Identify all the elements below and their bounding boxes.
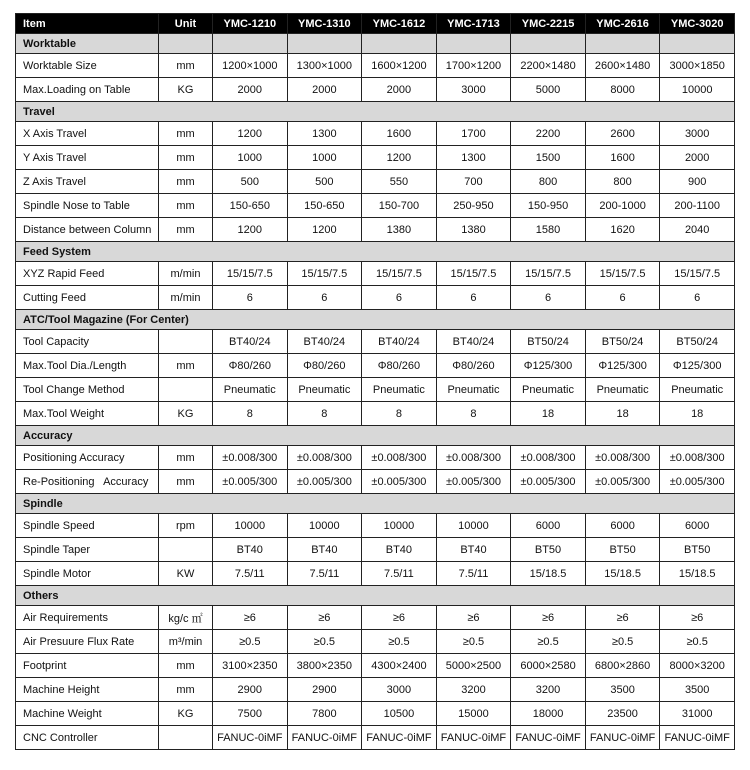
unit-cell: kg/c ㎡ bbox=[159, 606, 213, 630]
value-cell: 18 bbox=[585, 402, 660, 426]
section-row bbox=[16, 586, 735, 606]
value-cell: 15/15/7.5 bbox=[660, 262, 735, 286]
value-cell: ≥6 bbox=[511, 606, 586, 630]
value-cell: 23500 bbox=[585, 702, 660, 726]
item-cell: Max.Tool Weight bbox=[16, 402, 159, 426]
item-cell: Spindle Speed bbox=[16, 514, 159, 538]
value-cell: BT40/24 bbox=[362, 330, 437, 354]
value-cell: 2600×1480 bbox=[585, 54, 660, 78]
value-cell: 8000 bbox=[585, 78, 660, 102]
value-cell: 6 bbox=[213, 286, 288, 310]
value-cell: 15000 bbox=[436, 702, 511, 726]
value-cell: 2900 bbox=[213, 678, 288, 702]
value-cell: 200-1000 bbox=[585, 194, 660, 218]
value-cell: 2000 bbox=[362, 78, 437, 102]
value-cell: FANUC-0iMF bbox=[511, 726, 586, 750]
value-cell: 15/15/7.5 bbox=[362, 262, 437, 286]
spec-row bbox=[16, 218, 735, 242]
section-row bbox=[16, 34, 735, 54]
value-cell: 7.5/11 bbox=[362, 562, 437, 586]
value-cell: ≥6 bbox=[436, 606, 511, 630]
unit-cell: KG bbox=[159, 402, 213, 426]
item-cell: Machine Weight bbox=[16, 702, 159, 726]
spec-row bbox=[16, 122, 735, 146]
value-cell: 3000 bbox=[362, 678, 437, 702]
spec-row bbox=[16, 146, 735, 170]
value-cell: 18 bbox=[511, 402, 586, 426]
value-cell: ≥6 bbox=[287, 606, 362, 630]
value-cell: 7800 bbox=[287, 702, 362, 726]
value-cell: 15/15/7.5 bbox=[287, 262, 362, 286]
value-cell: Φ125/300 bbox=[585, 354, 660, 378]
value-cell: 6000×2580 bbox=[511, 654, 586, 678]
value-cell: 1000 bbox=[287, 146, 362, 170]
unit-cell: mm bbox=[159, 654, 213, 678]
unit-cell bbox=[159, 378, 213, 402]
value-cell: ≥0.5 bbox=[436, 630, 511, 654]
value-cell: 8000×3200 bbox=[660, 654, 735, 678]
value-cell: ±0.005/300 bbox=[287, 470, 362, 494]
column-header-model-2: YMC-1310 bbox=[287, 14, 362, 34]
value-cell: 800 bbox=[511, 170, 586, 194]
unit-cell: mm bbox=[159, 194, 213, 218]
value-cell: 7.5/11 bbox=[287, 562, 362, 586]
unit-cell: mm bbox=[159, 218, 213, 242]
unit-cell: mm bbox=[159, 678, 213, 702]
value-cell: Pneumatic bbox=[511, 378, 586, 402]
value-cell: 550 bbox=[362, 170, 437, 194]
value-cell: 150-650 bbox=[287, 194, 362, 218]
value-cell: 6000 bbox=[511, 514, 586, 538]
value-cell: BT40/24 bbox=[287, 330, 362, 354]
value-cell: ±0.008/300 bbox=[287, 446, 362, 470]
section-empty-cell bbox=[436, 34, 511, 54]
value-cell: 1300 bbox=[287, 122, 362, 146]
unit-cell: mm bbox=[159, 146, 213, 170]
column-header-model-1: YMC-1210 bbox=[213, 14, 288, 34]
section-label: Others bbox=[16, 586, 735, 606]
unit-cell bbox=[159, 330, 213, 354]
spec-row bbox=[16, 726, 735, 750]
unit-cell: m/min bbox=[159, 262, 213, 286]
section-empty-cell bbox=[159, 34, 213, 54]
value-cell: 6000 bbox=[660, 514, 735, 538]
value-cell: FANUC-0iMF bbox=[362, 726, 437, 750]
spec-table-body bbox=[16, 34, 735, 750]
value-cell: 1600 bbox=[362, 122, 437, 146]
spec-row bbox=[16, 446, 735, 470]
value-cell: 2000 bbox=[660, 146, 735, 170]
value-cell: 1700 bbox=[436, 122, 511, 146]
value-cell: Φ80/260 bbox=[362, 354, 437, 378]
value-cell: Φ80/260 bbox=[213, 354, 288, 378]
item-cell: X Axis Travel bbox=[16, 122, 159, 146]
value-cell: 18 bbox=[660, 402, 735, 426]
value-cell: 150-700 bbox=[362, 194, 437, 218]
value-cell: ±0.005/300 bbox=[436, 470, 511, 494]
value-cell: 18000 bbox=[511, 702, 586, 726]
value-cell: 8 bbox=[362, 402, 437, 426]
value-cell: 1200 bbox=[213, 218, 288, 242]
value-cell: ±0.005/300 bbox=[213, 470, 288, 494]
value-cell: BT50/24 bbox=[585, 330, 660, 354]
value-cell: Φ125/300 bbox=[511, 354, 586, 378]
section-label: Accuracy bbox=[16, 426, 735, 446]
section-empty-cell bbox=[585, 34, 660, 54]
column-header-model-7: YMC-3020 bbox=[660, 14, 735, 34]
value-cell: Pneumatic bbox=[213, 378, 288, 402]
value-cell: 6 bbox=[287, 286, 362, 310]
spec-row bbox=[16, 470, 735, 494]
section-label: Spindle bbox=[16, 494, 735, 514]
value-cell: 10000 bbox=[660, 78, 735, 102]
value-cell: FANUC-0iMF bbox=[213, 726, 288, 750]
unit-cell: rpm bbox=[159, 514, 213, 538]
value-cell: ≥6 bbox=[585, 606, 660, 630]
value-cell: 4300×2400 bbox=[362, 654, 437, 678]
value-cell: ≥0.5 bbox=[511, 630, 586, 654]
value-cell: ≥0.5 bbox=[213, 630, 288, 654]
value-cell: 31000 bbox=[660, 702, 735, 726]
value-cell: 1200×1000 bbox=[213, 54, 288, 78]
section-empty-cell bbox=[213, 34, 288, 54]
value-cell: BT40 bbox=[287, 538, 362, 562]
value-cell: 2200 bbox=[511, 122, 586, 146]
value-cell: ±0.008/300 bbox=[585, 446, 660, 470]
value-cell: 8 bbox=[213, 402, 288, 426]
machine-spec-table bbox=[15, 13, 735, 750]
spec-row bbox=[16, 606, 735, 630]
value-cell: ±0.005/300 bbox=[660, 470, 735, 494]
item-cell: Positioning Accuracy bbox=[16, 446, 159, 470]
section-empty-cell bbox=[660, 34, 735, 54]
value-cell: 6800×2860 bbox=[585, 654, 660, 678]
unit-cell: mm bbox=[159, 446, 213, 470]
column-header-model-3: YMC-1612 bbox=[362, 14, 437, 34]
value-cell: ≥6 bbox=[660, 606, 735, 630]
item-cell: Spindle Motor bbox=[16, 562, 159, 586]
value-cell: 6 bbox=[436, 286, 511, 310]
section-row bbox=[16, 242, 735, 262]
header-row bbox=[16, 14, 735, 34]
value-cell: 5000 bbox=[511, 78, 586, 102]
value-cell: 1620 bbox=[585, 218, 660, 242]
item-cell: Footprint bbox=[16, 654, 159, 678]
value-cell: 1200 bbox=[362, 146, 437, 170]
item-cell: Spindle Nose to Table bbox=[16, 194, 159, 218]
unit-cell: m/min bbox=[159, 286, 213, 310]
value-cell: Pneumatic bbox=[287, 378, 362, 402]
value-cell: 2900 bbox=[287, 678, 362, 702]
value-cell: Φ125/300 bbox=[660, 354, 735, 378]
value-cell: Pneumatic bbox=[660, 378, 735, 402]
value-cell: 1380 bbox=[436, 218, 511, 242]
value-cell: ±0.005/300 bbox=[585, 470, 660, 494]
value-cell: Φ80/260 bbox=[287, 354, 362, 378]
value-cell: 2000 bbox=[287, 78, 362, 102]
spec-row bbox=[16, 262, 735, 286]
value-cell: 3000 bbox=[436, 78, 511, 102]
item-cell: Distance between Column bbox=[16, 218, 159, 242]
value-cell: 15/15/7.5 bbox=[436, 262, 511, 286]
unit-cell bbox=[159, 538, 213, 562]
value-cell: 250-950 bbox=[436, 194, 511, 218]
value-cell: 15/15/7.5 bbox=[213, 262, 288, 286]
value-cell: 6 bbox=[660, 286, 735, 310]
spec-row bbox=[16, 170, 735, 194]
value-cell: BT50/24 bbox=[660, 330, 735, 354]
item-cell: Y Axis Travel bbox=[16, 146, 159, 170]
unit-cell: mm bbox=[159, 122, 213, 146]
value-cell: 6 bbox=[585, 286, 660, 310]
value-cell: ≥0.5 bbox=[660, 630, 735, 654]
value-cell: BT50 bbox=[585, 538, 660, 562]
item-cell: CNC Controller bbox=[16, 726, 159, 750]
value-cell: 900 bbox=[660, 170, 735, 194]
column-header-item: Item bbox=[16, 14, 159, 34]
table-header bbox=[16, 14, 735, 34]
item-cell: Machine Height bbox=[16, 678, 159, 702]
value-cell: 3500 bbox=[660, 678, 735, 702]
value-cell: 6000 bbox=[585, 514, 660, 538]
column-header-model-5: YMC-2215 bbox=[511, 14, 586, 34]
value-cell: Φ80/260 bbox=[436, 354, 511, 378]
spec-row bbox=[16, 654, 735, 678]
value-cell: ±0.008/300 bbox=[511, 446, 586, 470]
value-cell: 7.5/11 bbox=[436, 562, 511, 586]
value-cell: Pneumatic bbox=[436, 378, 511, 402]
value-cell: 3100×2350 bbox=[213, 654, 288, 678]
value-cell: 2000 bbox=[213, 78, 288, 102]
value-cell: ≥6 bbox=[362, 606, 437, 630]
section-label: ATC/Tool Magazine (For Center) bbox=[16, 310, 735, 330]
value-cell: 8 bbox=[436, 402, 511, 426]
section-empty-cell bbox=[511, 34, 586, 54]
value-cell: 15/18.5 bbox=[585, 562, 660, 586]
spec-row bbox=[16, 514, 735, 538]
spec-row bbox=[16, 78, 735, 102]
spec-row bbox=[16, 678, 735, 702]
value-cell: 2600 bbox=[585, 122, 660, 146]
value-cell: 1580 bbox=[511, 218, 586, 242]
unit-cell: mm bbox=[159, 470, 213, 494]
value-cell: 150-650 bbox=[213, 194, 288, 218]
value-cell: ≥6 bbox=[213, 606, 288, 630]
value-cell: 1200 bbox=[213, 122, 288, 146]
value-cell: 2200×1480 bbox=[511, 54, 586, 78]
value-cell: BT50/24 bbox=[511, 330, 586, 354]
value-cell: 3500 bbox=[585, 678, 660, 702]
value-cell: ≥0.5 bbox=[585, 630, 660, 654]
spec-row bbox=[16, 402, 735, 426]
value-cell: 150-950 bbox=[511, 194, 586, 218]
item-cell: Worktable Size bbox=[16, 54, 159, 78]
value-cell: 10500 bbox=[362, 702, 437, 726]
item-cell: Cutting Feed bbox=[16, 286, 159, 310]
value-cell: ≥0.5 bbox=[362, 630, 437, 654]
column-header-model-6: YMC-2616 bbox=[585, 14, 660, 34]
value-cell: 6 bbox=[511, 286, 586, 310]
value-cell: BT50 bbox=[660, 538, 735, 562]
unit-cell: mm bbox=[159, 354, 213, 378]
value-cell: BT40/24 bbox=[436, 330, 511, 354]
value-cell: 7.5/11 bbox=[213, 562, 288, 586]
spec-row bbox=[16, 330, 735, 354]
value-cell: 3000×1850 bbox=[660, 54, 735, 78]
item-cell: Tool Change Method bbox=[16, 378, 159, 402]
value-cell: 1600 bbox=[585, 146, 660, 170]
column-header-unit: Unit bbox=[159, 14, 213, 34]
value-cell: 8 bbox=[287, 402, 362, 426]
value-cell: ±0.008/300 bbox=[660, 446, 735, 470]
item-cell: Spindle Taper bbox=[16, 538, 159, 562]
unit-cell bbox=[159, 726, 213, 750]
value-cell: FANUC-0iMF bbox=[436, 726, 511, 750]
value-cell: 500 bbox=[213, 170, 288, 194]
spec-row bbox=[16, 702, 735, 726]
section-empty-cell bbox=[287, 34, 362, 54]
spec-row bbox=[16, 194, 735, 218]
value-cell: 200-1100 bbox=[660, 194, 735, 218]
value-cell: 3200 bbox=[436, 678, 511, 702]
spec-row bbox=[16, 630, 735, 654]
value-cell: ≥0.5 bbox=[287, 630, 362, 654]
value-cell: 10000 bbox=[362, 514, 437, 538]
value-cell: ±0.008/300 bbox=[213, 446, 288, 470]
value-cell: 10000 bbox=[436, 514, 511, 538]
value-cell: BT50 bbox=[511, 538, 586, 562]
value-cell: ±0.008/300 bbox=[362, 446, 437, 470]
value-cell: 6 bbox=[362, 286, 437, 310]
value-cell: 1500 bbox=[511, 146, 586, 170]
section-row bbox=[16, 310, 735, 330]
item-cell: Tool Capacity bbox=[16, 330, 159, 354]
value-cell: BT40 bbox=[362, 538, 437, 562]
spec-row bbox=[16, 54, 735, 78]
spec-row bbox=[16, 354, 735, 378]
value-cell: 800 bbox=[585, 170, 660, 194]
item-cell: Max.Loading on Table bbox=[16, 78, 159, 102]
section-row bbox=[16, 426, 735, 446]
section-label: Worktable bbox=[16, 34, 159, 54]
column-header-model-4: YMC-1713 bbox=[436, 14, 511, 34]
unit-cell: m³/min bbox=[159, 630, 213, 654]
item-cell: Air Presuure Flux Rate bbox=[16, 630, 159, 654]
spec-row bbox=[16, 562, 735, 586]
unit-cell: mm bbox=[159, 54, 213, 78]
value-cell: 5000×2500 bbox=[436, 654, 511, 678]
value-cell: ±0.005/300 bbox=[362, 470, 437, 494]
value-cell: 15/18.5 bbox=[660, 562, 735, 586]
value-cell: BT40/24 bbox=[213, 330, 288, 354]
value-cell: 500 bbox=[287, 170, 362, 194]
value-cell: BT40 bbox=[213, 538, 288, 562]
value-cell: 15/15/7.5 bbox=[585, 262, 660, 286]
unit-cell: KG bbox=[159, 78, 213, 102]
value-cell: 7500 bbox=[213, 702, 288, 726]
spec-row bbox=[16, 286, 735, 310]
value-cell: 15/15/7.5 bbox=[511, 262, 586, 286]
value-cell: 1000 bbox=[213, 146, 288, 170]
section-label: Travel bbox=[16, 102, 735, 122]
section-empty-cell bbox=[362, 34, 437, 54]
value-cell: 10000 bbox=[213, 514, 288, 538]
value-cell: 2040 bbox=[660, 218, 735, 242]
value-cell: 1600×1200 bbox=[362, 54, 437, 78]
spec-row bbox=[16, 538, 735, 562]
value-cell: 700 bbox=[436, 170, 511, 194]
value-cell: ±0.005/300 bbox=[511, 470, 586, 494]
value-cell: BT40 bbox=[436, 538, 511, 562]
section-row bbox=[16, 494, 735, 514]
value-cell: FANUC-0iMF bbox=[585, 726, 660, 750]
value-cell: FANUC-0iMF bbox=[287, 726, 362, 750]
value-cell: 3200 bbox=[511, 678, 586, 702]
value-cell: 3800×2350 bbox=[287, 654, 362, 678]
value-cell: 15/18.5 bbox=[511, 562, 586, 586]
value-cell: 10000 bbox=[287, 514, 362, 538]
value-cell: 1300×1000 bbox=[287, 54, 362, 78]
unit-cell: mm bbox=[159, 170, 213, 194]
value-cell: 1200 bbox=[287, 218, 362, 242]
section-row bbox=[16, 102, 735, 122]
item-cell: Max.Tool Dia./Length bbox=[16, 354, 159, 378]
value-cell: 3000 bbox=[660, 122, 735, 146]
item-cell: Re-Positioning Accuracy bbox=[16, 470, 159, 494]
value-cell: 1300 bbox=[436, 146, 511, 170]
item-cell: Air Requirements bbox=[16, 606, 159, 630]
value-cell: ±0.008/300 bbox=[436, 446, 511, 470]
unit-cell: KW bbox=[159, 562, 213, 586]
item-cell: XYZ Rapid Feed bbox=[16, 262, 159, 286]
value-cell: 1700×1200 bbox=[436, 54, 511, 78]
spec-sheet bbox=[15, 13, 735, 750]
section-label: Feed System bbox=[16, 242, 735, 262]
value-cell: Pneumatic bbox=[362, 378, 437, 402]
value-cell: Pneumatic bbox=[585, 378, 660, 402]
item-cell: Z Axis Travel bbox=[16, 170, 159, 194]
spec-row bbox=[16, 378, 735, 402]
unit-cell: KG bbox=[159, 702, 213, 726]
value-cell: FANUC-0iMF bbox=[660, 726, 735, 750]
value-cell: 1380 bbox=[362, 218, 437, 242]
